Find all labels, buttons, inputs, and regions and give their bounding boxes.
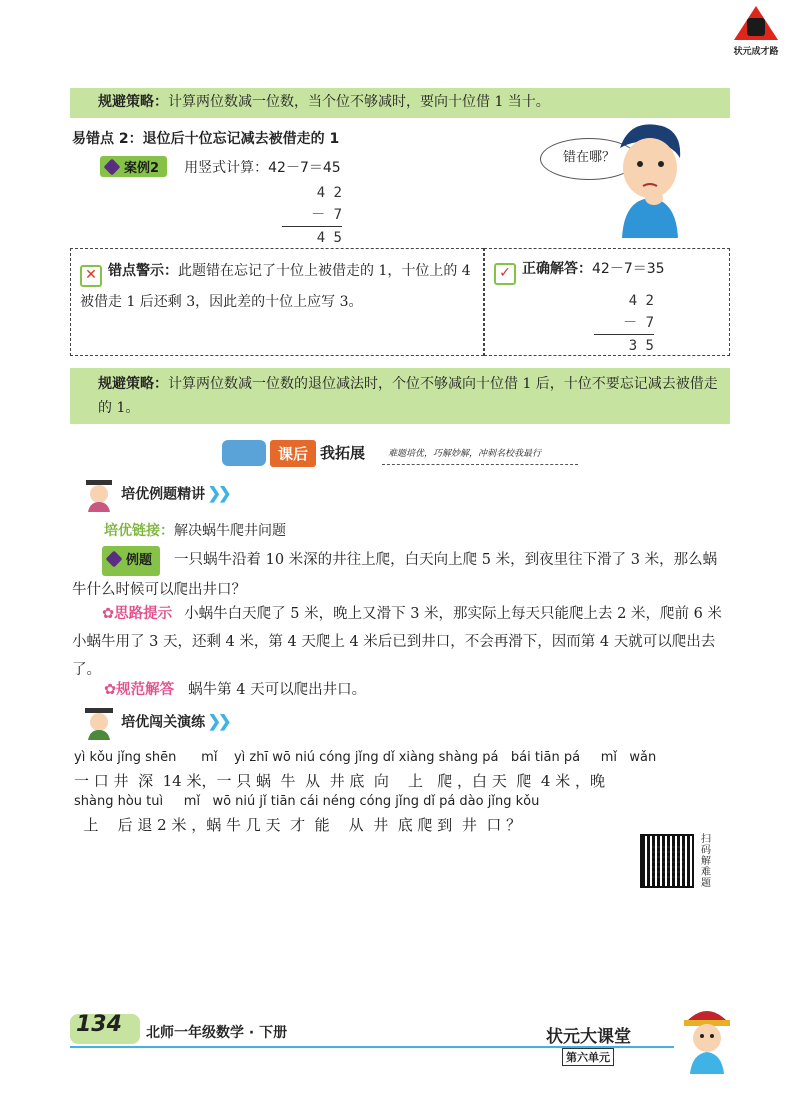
section-2-header [82,704,228,740]
answer-label-wrap: ✿规范解答 [104,682,175,698]
case-text: 用竖式计算：42－7＝45 [184,160,341,176]
strategy-label: 规避策略： [98,376,168,392]
unit-label: 第六单元 [562,1048,614,1066]
calc-row: 4 5 [282,226,342,249]
publisher-logo [730,6,782,66]
graduate-icon [82,704,116,740]
section-2-title: 培优闯关演练 [121,714,206,731]
correct-vertical-calc [594,290,654,357]
brand-name: 状元大课堂 [546,1027,631,1047]
wrong-vertical-calc [282,182,342,249]
strategy-box-2 [70,368,730,424]
calc-row: 3 5 [594,334,654,357]
thinking-boy-illustration [610,118,690,238]
error-point-2-title: 易错点 2：退位后十位忘记减去被借走的 1 [72,131,340,147]
kids-icon [222,440,266,466]
arrows-icon: ❯❯ [205,711,229,731]
correct-label: 正确解答： [522,261,592,277]
after-class-banner [222,436,582,470]
student-icon [82,476,116,512]
calc-row: － 7 [311,207,342,223]
pencil-icon [104,159,121,176]
check-icon: ✓ [494,263,516,285]
banner-tag: 课后 [270,440,316,467]
example-paragraph [72,546,730,604]
mascot-illustration [676,1000,738,1074]
logo-text: 状元成才路 [733,47,779,57]
qr-label: 扫码解难题 [701,834,711,889]
speech-bubble: 错在哪？ [540,138,638,180]
flower-icon: ✿ [102,606,115,622]
strategy-text: 计算两位数减一位数，当个位不够减时，要向十位借 1 当十。 [168,94,550,110]
strategy-label: 规避策略： [98,94,168,110]
correct-answer-head [494,258,665,285]
book-title: 北师一年级数学 · 下册 [146,1025,288,1041]
calc-row: 4 2 [316,185,342,201]
strategy-box-1 [70,88,730,118]
example-tag: 例题 [102,546,160,576]
case-tag: 案例2 [100,156,167,177]
banner-title: 我拓展 [320,444,366,462]
hint-paragraph [72,600,730,684]
hint-text: 小蜗牛白天爬了 5 米，晚上又滑下 3 米，那实际上每天只能爬上去 2 米，爬前 6 米小蜗牛用了 3 天，还剩 4 米，第 4 天爬上 4 米后已到井口，不会再滑下，因而第 4 天就可以爬出去了。 [72,606,722,678]
hanzi-line-1: 一 口 井 深 14 米，一 只 蜗 牛 从 井 底 向 上 爬 ，白 天 爬 4 米 ，晚 [74,772,605,790]
calc-row: － 7 [623,315,654,331]
warning-content [80,256,476,317]
warning-text: 此题错在忘记了十位上被借走的 1，十位上的 4 被借走 1 后还剩 3，因此差的十位上应写 3。 [80,263,471,310]
flower-icon: ✿ [104,682,117,698]
warning-label: 错点警示： [108,263,178,279]
answer-row [104,678,366,699]
case-2-row [100,156,341,177]
logo-triangle-icon [734,6,778,40]
answer-text: 蜗牛第 4 天可以爬出井口。 [188,682,367,698]
hint-label-wrap: ✿思路提示 [102,606,173,622]
cross-icon: ✕ [80,265,102,287]
link-row [104,520,286,540]
hanzi-line-2: 上 后 退 2 米 ，蜗 牛 几 天 才 能 从 井 底 爬 到 井 口 ？ [74,816,522,834]
banner-slogan: 难题培优，巧解妙解，冲刺名校我最行 [388,449,542,459]
calc-row: 4 2 [628,293,654,309]
example-text: 一只蜗牛沿着 10 米深的井往上爬，白天向上爬 5 米，到夜里往下滑了 3 米，那么蜗牛什么时候可以爬出井口？ [72,552,718,598]
strategy-text: 计算两位数减一位数的退位减法时，个位不够减向十位借 1 后，十位不要忘记减去被借走的 1。 [98,376,718,416]
banner-underline [382,464,578,465]
link-label: 培优链接： [104,523,174,539]
qr-code-icon[interactable] [640,834,694,888]
section-1-header [82,476,228,512]
pinyin-line-2: shàng hòu tuì mǐ wō niú jǐ tiān cái néng cóng jǐng dǐ pá dào jǐng kǒu [74,794,540,809]
section-1-title: 培优例题精讲 [121,486,206,503]
pencil-icon [106,551,123,568]
link-text: 解决蜗牛爬井问题 [174,523,286,539]
page-number: 134 [76,1012,122,1037]
pinyin-line-1: yì kǒu jǐng shēn mǐ yì zhī wō niú cóng jǐng dǐ xiàng shàng pá bái tiān pá mǐ wǎn [74,750,657,765]
arrows-icon: ❯❯ [205,483,229,503]
correct-equation: 42－7＝35 [592,261,665,277]
